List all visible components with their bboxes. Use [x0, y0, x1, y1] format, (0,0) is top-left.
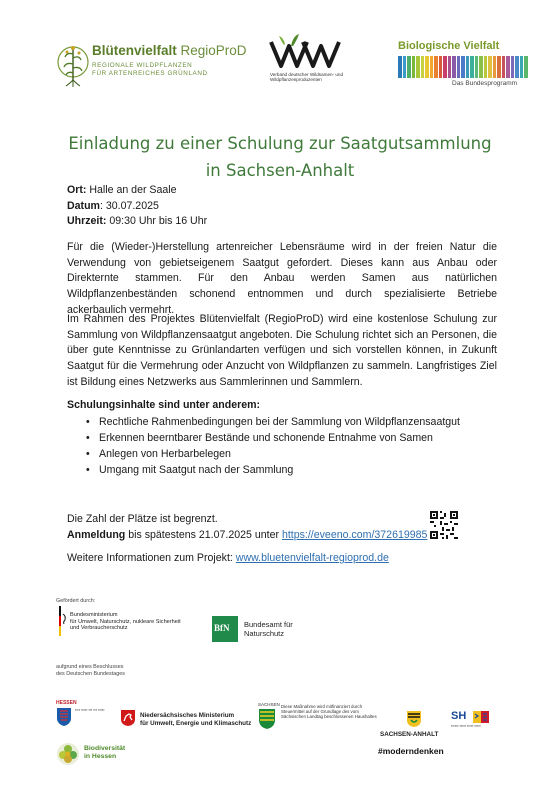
inhalte-heading: Schulungsinhalte sind unter anderem: [67, 399, 261, 411]
sh-ministry-text: ▪▪▪▪▪▪ ▪▪▪▪▪ ▪▪▪▪▪ ▪▪▪▪▪ [451, 724, 481, 728]
event-meta [67, 183, 497, 230]
bv-logo-sub2: FÜR ARTENREICHES GRÜNLAND [92, 70, 208, 77]
bfn-mark: BfN [214, 623, 230, 633]
biov-title: Biologische Vielfalt [398, 40, 500, 52]
datum-line: Datum: 30.07.2025 [67, 199, 159, 212]
bluetenvielfalt-logo [56, 40, 246, 92]
sachsen-line: Sächsischen Landtag beschlossenen Haushaltes [281, 714, 377, 720]
biodiv-flower-icon [56, 742, 80, 766]
gefoerdert-label: Gefördert durch: [56, 598, 96, 604]
vww-logo [265, 34, 345, 94]
beschluss-text: aufgrund eines Beschlusses des Deutschen Bundestages [56, 664, 125, 677]
biologische-vielfalt-logo [398, 40, 530, 92]
hessen-ministry-text: ▪▪▪▪ ▪▪▪▪▪ ▪▪▪ ▪▪▪ ▪▪▪▪▪ [75, 708, 105, 712]
qr-code-icon [430, 511, 458, 539]
bv-logo-sub1: REGIONALE WILDPFLANZEN [92, 62, 193, 69]
bmuv-logo [56, 606, 196, 646]
biodiversitaet-hessen-logo [56, 742, 166, 770]
bfn-line: Bundesamt für [244, 620, 293, 629]
lsa-crest-icon [406, 710, 422, 728]
biov-stripes-icon [398, 56, 530, 78]
vww-mark-icon [269, 34, 341, 70]
ort-line: Ort: Halle an der Saale [67, 184, 177, 196]
hessen-label: HESSEN [56, 700, 77, 706]
biodiv-line: Biodiversität [84, 745, 126, 752]
nds-line: Niedersächsisches Ministerium [140, 712, 235, 719]
list-item: • Rechtliche Rahmenbedingungen bei der Sammlung von Wildpflanzensaatgut [67, 414, 460, 430]
sachsen-label: SACHSEN [258, 702, 280, 707]
uhrzeit-line: Uhrzeit: 09:30 Uhr bis 16 Uhr [67, 215, 208, 228]
plant-emblem-icon [56, 40, 90, 92]
schleswig-holstein-logo [451, 710, 513, 736]
sachsen-crest-icon [258, 708, 276, 730]
plaetze-text: Die Zahl der Plätze ist begrenzt. [67, 513, 218, 525]
paragraph-project: Im Rahmen des Projektes Blütenvielfalt (RegioProD) wird eine kostenlose Schulung zur Sammlung von Wildpflanzensaatgut angeboten. Die Schulung richtet sich an Personen, die über gute Kenntnisse zu Grünlandarten verfügen und sich vorstellen können, in Zukunft Saatgut für die Vermehrung oder Anzucht von Wildpflanzen zu sammeln. Langfristiges Ziel ist Bildung eines Netzwerks aus Sammlerinnen und Sammlern. [67, 313, 497, 388]
anmeldung-link[interactable]: https://eveeno.com/372619985 [281, 529, 428, 541]
bfn-logo [212, 616, 322, 646]
bmuv-line: für Umwelt, Naturschutz, nukleare Sicherheit [70, 618, 181, 625]
list-item: • Anlegen von Herbarbelegen [67, 446, 460, 462]
lsa-label: SACHSEN-ANHALT [380, 731, 439, 738]
sachsen-line: Steuermittel auf der Grundlage des vom [281, 709, 359, 715]
page-title: Einladung zu einer Schulung zur Saatgutsammlung in Sachsen-Anhalt [68, 134, 492, 180]
project-website-link[interactable]: www.bluetenvielfalt-regioprod.de [235, 552, 389, 564]
hessen-lion-icon [56, 707, 72, 727]
sachsen-line: Diese Maßnahme wird mitfinanziert durch [281, 704, 363, 709]
nds-line: für Umwelt, Energie und Klimaschutz [140, 719, 252, 727]
bmuv-line: und Verbraucherschutz [70, 625, 128, 632]
list-item: • Erkennen beerntbarer Bestände und schonende Entnahme von Samen [67, 430, 460, 446]
vww-caption: Verband deutscher Wildsamen- und Wildpflanzenproduzenten [270, 72, 344, 83]
sh-crest-icon [473, 711, 489, 723]
list-item: • Umgang mit Saatgut nach der Sammlung [67, 462, 460, 478]
sachsen-anhalt-logo [380, 710, 460, 758]
bmuv-line: Bundesministerium [70, 612, 118, 618]
paragraph-intro: Für die (Wieder-)Herstellung artenreicher Lebensräume wird in der freien Natur die Verwendung von gebietseigenem Saatgut gefordert. Dieses kann aus Anbau oder Direkternte stammen. Für den Anbau werden Samen aus natürlichen Wildpflanzenbeständen schonend entnommen und durch spezialisierte Betriebe ackerbaulich vermehrt. [67, 241, 497, 316]
sh-label: SH [451, 710, 467, 722]
weitere-line: Weitere Informationen zum Projekt: www.bluetenvielfalt-regioprod.de [67, 552, 389, 564]
biodiv-line: in Hessen [84, 753, 117, 760]
sachsen-logo [258, 702, 388, 736]
german-flag-icon [56, 606, 68, 640]
hessen-logo [56, 700, 106, 738]
inhalte-list [67, 414, 460, 478]
lsa-tag: #moderndenken [378, 746, 444, 756]
nds-horse-icon [120, 709, 136, 727]
biov-sub: Das Bundesprogramm [452, 80, 518, 87]
anmeldung-line: Anmeldung bis spätestens 21.07.2025 unter https://eveeno.com/372619985 [67, 529, 428, 541]
niedersachsen-logo [120, 709, 260, 733]
bv-logo-title: Blütenvielfalt RegioProD [92, 43, 247, 58]
bfn-line: Naturschutz [244, 629, 285, 638]
